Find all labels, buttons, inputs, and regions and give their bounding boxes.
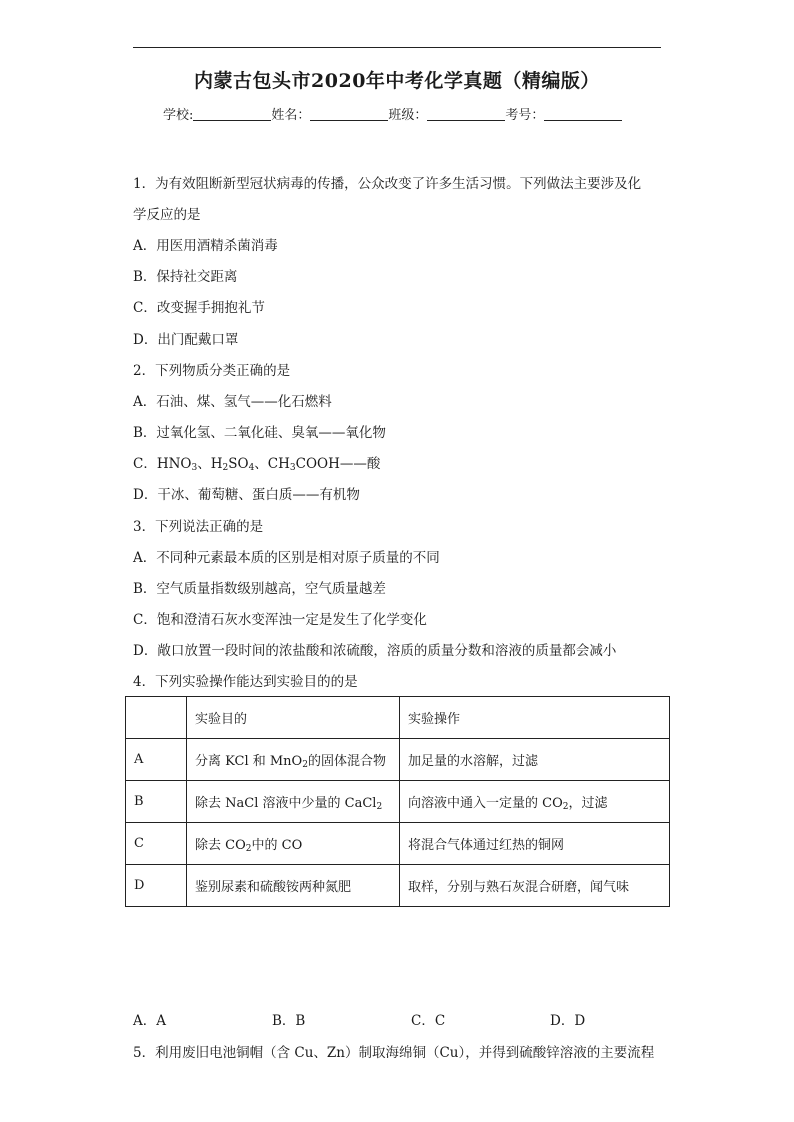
q5-stem: 5．利用废旧电池铜帽（含 Cu、Zn）制取海绵铜（Cu），并得到硫酸锌溶液的主要流程 <box>133 1045 655 1061</box>
table-header-operation: 实验操作 <box>400 697 670 739</box>
name-label: 姓名： <box>271 108 311 123</box>
q4-stem: 4．下列实验操作能达到实验目的的是 <box>133 674 358 690</box>
q2-option-a: A．石油、煤、氢气——化石燃料 <box>133 394 332 410</box>
class-label: 班级： <box>388 108 428 123</box>
header-rule <box>133 47 661 48</box>
number-label: 考号： <box>505 108 545 123</box>
class-blank[interactable] <box>427 107 505 121</box>
q1-stem-line1: 1．为有效阻断新型冠状病毒的传播，公众改变了许多生活习惯。下列做法主要涉及化 <box>133 176 642 192</box>
name-blank[interactable] <box>310 107 388 121</box>
table-row <box>126 823 670 865</box>
table-header-row <box>126 697 670 739</box>
table-row <box>126 739 670 781</box>
exam-title: 内蒙古包头市2020年中考化学真题（精编版） <box>194 70 600 92</box>
row-purpose: 除去 NaCl 溶液中少量的 CaCl$_2$ <box>187 781 400 823</box>
q3-option-a: A．不同种元素最本质的区别是相对原子质量的不同 <box>133 550 440 566</box>
q4-option-c: C．C <box>411 1013 446 1029</box>
row-operation: 将混合气体通过红热的铜网 <box>400 823 670 865</box>
school-blank[interactable] <box>193 107 271 121</box>
row-label: A <box>126 739 187 781</box>
q1-option-d: D．出门配戴口罩 <box>133 332 239 348</box>
student-info-line <box>163 104 622 123</box>
q2-option-c: C．$HNO_3$、$H_2SO_4$、$CH_3COOH——$酸 <box>133 456 381 473</box>
school-label: 学校: <box>163 108 194 123</box>
row-purpose: 分离 KCl 和 MnO$_2$的固体混合物 <box>187 739 400 781</box>
q2-option-b: B．过氧化氢、二氧化硅、臭氧——氧化物 <box>133 425 386 441</box>
row-label: C <box>126 823 187 865</box>
q1-option-c: C．改变握手拥抱礼节 <box>133 300 265 316</box>
q1-stem-line2: 学反应的是 <box>133 207 201 223</box>
q1-option-b: B．保持社交距离 <box>133 269 238 285</box>
q3-option-c: C．饱和澄清石灰水变浑浊一定是发生了化学变化 <box>133 612 427 628</box>
q4-option-d: D．D <box>550 1013 586 1029</box>
q4-experiment-table <box>125 696 670 907</box>
row-purpose: 鉴别尿素和硫酸铵两种氮肥 <box>187 865 400 907</box>
row-purpose: 除去 $CO_2$中的 CO <box>187 823 400 865</box>
q2-option-d: D．干冰、葡萄糖、蛋白质——有机物 <box>133 487 360 503</box>
row-label: D <box>126 865 187 907</box>
q4-option-b: B．B <box>272 1013 306 1029</box>
table-header-blank <box>126 697 187 739</box>
table-header-purpose: 实验目的 <box>187 697 400 739</box>
row-operation: 向溶液中通入一定量的 $CO_2$，过滤 <box>400 781 670 823</box>
row-label: B <box>126 781 187 823</box>
q3-option-b: B．空气质量指数级别越高，空气质量越差 <box>133 581 386 597</box>
table-row <box>126 865 670 907</box>
row-operation: 加足量的水溶解，过滤 <box>400 739 670 781</box>
q2-stem: 2．下列物质分类正确的是 <box>133 363 291 379</box>
q1-option-a: A．用医用酒精杀菌消毒 <box>133 238 278 254</box>
q3-stem: 3．下列说法正确的是 <box>133 519 264 535</box>
number-blank[interactable] <box>544 107 622 121</box>
q4-option-a: A．A <box>133 1013 166 1029</box>
table-row <box>126 781 670 823</box>
q3-option-d: D．敞口放置一段时间的浓盐酸和浓硫酸，溶质的质量分数和溶液的质量都会减小 <box>133 643 617 659</box>
row-operation: 取样，分别与熟石灰混合研磨，闻气味 <box>400 865 670 907</box>
